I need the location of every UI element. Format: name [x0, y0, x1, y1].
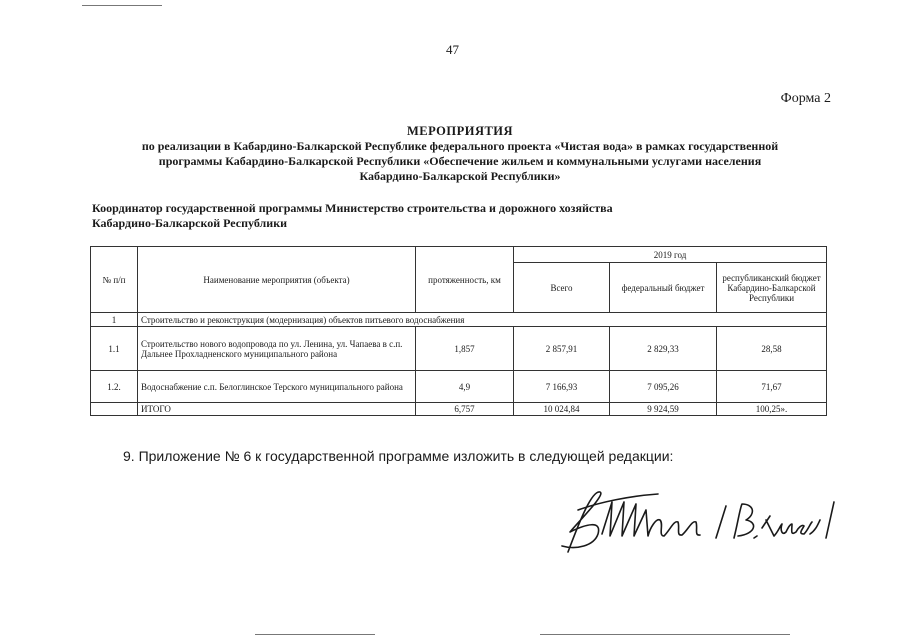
table-row — [91, 327, 827, 371]
title-heading: МЕРОПРИЯТИЯ — [406, 124, 514, 138]
row-total: 2 857,91 — [514, 327, 610, 371]
row-federal: 2 829,33 — [610, 327, 717, 371]
row-regional: 71,67 — [717, 371, 827, 403]
scan-mark-bottom — [255, 634, 375, 635]
page-number: 47 — [446, 42, 459, 57]
row-name: Водоснабжение с.п. Белоглинское Терского муниципального района — [138, 371, 416, 403]
title-line-1: по реализации в Кабардино-Балкарской Республике федерального проекта «Чистая вода» в рамках государственной — [141, 139, 779, 153]
scan-mark-top — [82, 5, 162, 6]
header-year: 2019 год — [514, 247, 827, 263]
title-line-3: Кабардино-Балкарской Республики» — [359, 169, 561, 183]
signature-image — [540, 480, 840, 560]
table-row — [91, 371, 827, 403]
header-name: Наименование мероприятия (объекта) — [138, 247, 416, 313]
row-regional: 28,58 — [717, 327, 827, 371]
row-num: 1.1 — [91, 327, 138, 371]
coordinator-line-1: Координатор государственной программы Министерство строительства и дорожного хозяйства — [92, 201, 613, 215]
section-num: 1 — [91, 313, 138, 327]
header-num: № п/п — [91, 247, 138, 313]
total-length: 6,757 — [416, 403, 514, 416]
row-num: 1.2. — [91, 371, 138, 403]
row-length: 1,857 — [416, 327, 514, 371]
header-regional: республиканский бюджет Кабардино-Балкарской Республики — [717, 263, 827, 313]
total-row — [91, 403, 827, 416]
total-label: ИТОГО — [138, 403, 416, 416]
row-federal: 7 095,26 — [610, 371, 717, 403]
total-federal: 9 924,59 — [610, 403, 717, 416]
row-name: Строительство нового водопровода по ул. Ленина, ул. Чапаева в с.п. Дальнее Прохладненского муниципального района — [138, 327, 416, 371]
section-title: Строительство и реконструкция (модернизация) объектов питьевого водоснабжения — [138, 313, 827, 327]
row-total: 7 166,93 — [514, 371, 610, 403]
signature-text: /В. Куликов/ — [740, 554, 746, 555]
row-length: 4,9 — [416, 371, 514, 403]
header-length: протяженность, км — [416, 247, 514, 313]
total-total: 10 024,84 — [514, 403, 610, 416]
total-regional: 100,25». — [717, 403, 827, 416]
coordinator-line-2: Кабардино-Балкарской Республики — [92, 216, 288, 230]
header-total: Всего — [514, 263, 610, 313]
total-num-empty — [91, 403, 138, 416]
scan-mark-bottom-right — [540, 634, 790, 635]
measures-table — [90, 246, 827, 416]
document-title — [100, 124, 820, 184]
section-9-text: 9. Приложение № 6 к государственной программе изложить в следующей редакции: — [123, 448, 674, 464]
header-federal: федеральный бюджет — [610, 263, 717, 313]
form-label: Форма 2 — [780, 91, 831, 106]
coordinator-text — [92, 201, 732, 231]
section-row — [91, 313, 827, 327]
title-line-2: программы Кабардино-Балкарской Республики «Обеспечение жильем и коммунальными услугами населения — [158, 154, 762, 168]
